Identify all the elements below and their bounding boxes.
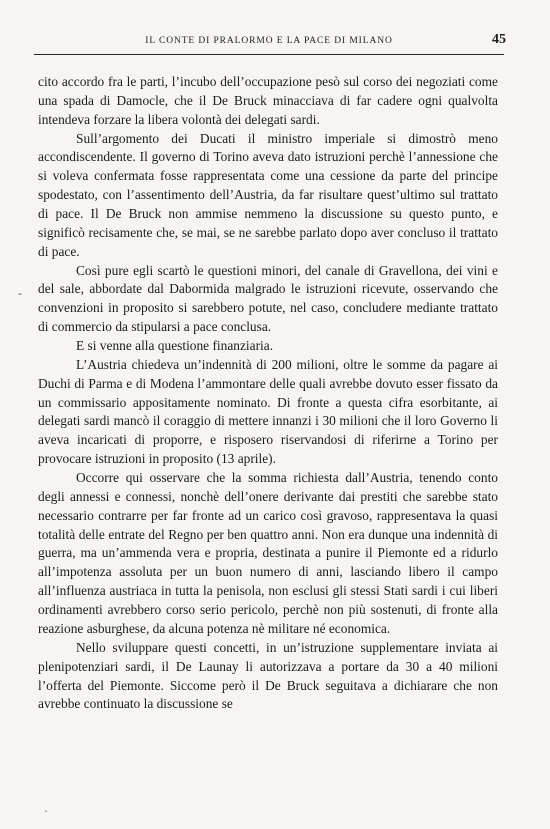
page-header (34, 28, 504, 55)
paragraph: L’Austria chiedeva un’indennità di 200 milioni, oltre le somme da pagare ai Duchi di Parma e di Modena l’ammontare delle quali avrebbe dovuto esser fissato da un commissario appositamente nominato. Di fronte a questa cifra esorbitante, ai delegati sardi mancò il coraggio di mettere innanzi i 30 milioni che il loro Governo li aveva incaricati di proporre, e risposero riservandosi di riferirne a Torino per provocare istruzioni in proposito (13 aprile). (38, 356, 498, 467)
page-number: 45 (492, 32, 506, 47)
margin-dot-mark: · (44, 804, 48, 818)
margin-dash-mark: - (18, 286, 22, 300)
paragraph: E si venne alla questione finanziaria. (76, 338, 274, 354)
paragraph: Sull’argomento dei Ducati il ministro imperiale si dimostrò meno accondiscendente. Il governo di Torino aveva dato istruzioni perchè l’annessione che si voleva confermata fosse rappresentata come una cessione da parte del principe spodestato, con l’assentimento dell’Austria, da far risultare quest’ultimo sul trattato di pace. Il De Bruck non ammise nemmeno la discussione su questo punto, e significò recisamente che, se mai, se ne sarebbe parlato dopo aver concluso il trattato di pace. (38, 130, 498, 259)
body-text (38, 73, 498, 714)
paragraph: Occorre qui osservare che la somma richiesta dall’Austria, tenendo conto degli annessi e connessi, nonchè dell’onere derivante dai prestiti che sarebbe stato necessario contrarre per far fronte ad un carico così gravoso, rappresentava la quasi totalità delle entrate del Regno per ben quattro anni. Non era dunque una indennità di guerra, ma un’ammenda vera e propria, destinata a punire il Piemonte ed a ridurlo all’impotenza assoluta per un buon numero di anni, lasciando libero il campo all’influenza austriaca in tutta la penisola, non esclusi gli stessi Stati sardi i cui liberi ordinamenti avrebbero corso serio pericolo, perchè non più sostenuti, di fronte alla reazione asburghese, da alcuna potenza nè militare né economica. (38, 470, 498, 636)
paragraph: cito accordo fra le parti, l’incubo dell’occupazione pesò sul corso dei negoziati come una spada di Damocle, che il De Bruck minacciava di far cadere ogni qualvolta intendeva forzare la libera volontà dei delegati sardi. (38, 74, 498, 127)
running-head: IL CONTE DI PRALORMO E LA PACE DI MILANO (145, 36, 393, 46)
paragraph: Così pure egli scartò le questioni minori, del canale di Gravellona, dei vini e del sale, abbordate dal Dabormida malgrado le istruzioni ricevute, osservando che convenzioni in proposito si sarebbero potute, nel caso, concludere mediante trattato di commercio da stipularsi a pace conclusa. (38, 262, 498, 335)
paragraph: Nello sviluppare questi concetti, in un’istruzione supplementare inviata ai plenipotenziari sardi, il De Launay li autorizzava a portare da 30 a 40 milioni l’offerta del Piemonte. Siccome però il De Bruck seguitava a dichiarare che non avrebbe continuato la discussione se (38, 639, 498, 712)
